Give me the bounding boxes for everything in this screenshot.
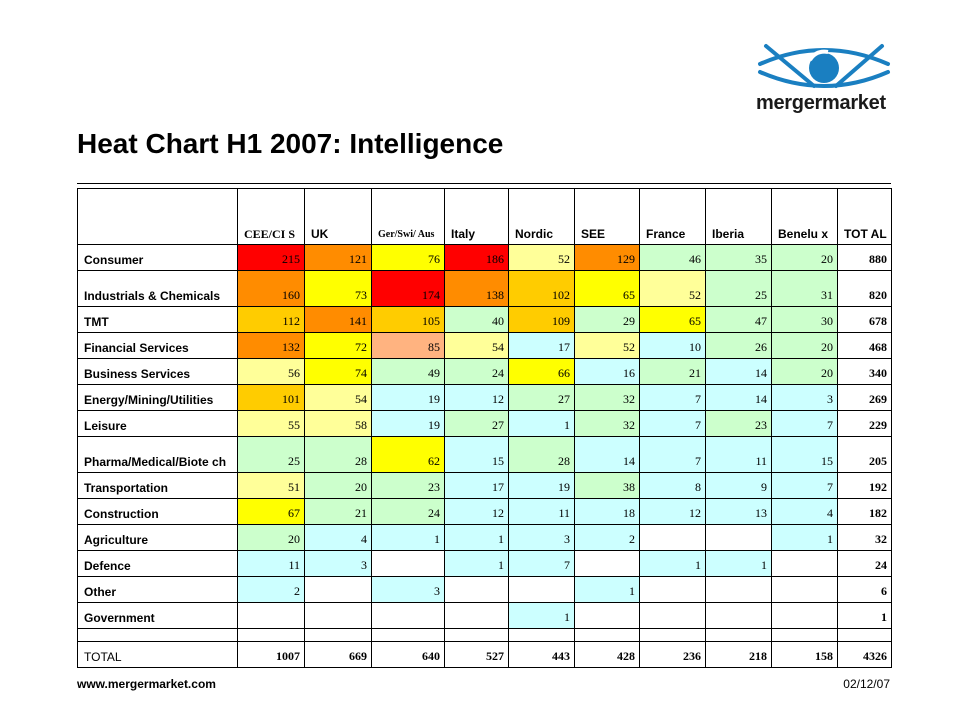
column-header: CEE/CI S <box>238 189 305 245</box>
heat-cell: 1 <box>640 551 706 577</box>
heat-cell: 85 <box>372 333 445 359</box>
table-row <box>78 385 892 411</box>
grand-total-cell: 4326 <box>838 642 892 668</box>
heat-cell: 7 <box>640 411 706 437</box>
heat-cell: 4 <box>772 499 838 525</box>
heat-cell: 24 <box>372 499 445 525</box>
column-total-cell: 158 <box>772 642 838 668</box>
row-label: Leisure <box>78 411 238 437</box>
row-total-cell: 24 <box>838 551 892 577</box>
heat-cell: 19 <box>372 385 445 411</box>
heat-cell: 29 <box>575 307 640 333</box>
heat-cell: 3 <box>509 525 575 551</box>
heat-cell: 132 <box>238 333 305 359</box>
heat-cell <box>445 577 509 603</box>
column-header: UK <box>305 189 372 245</box>
row-total-cell: 468 <box>838 333 892 359</box>
heat-cell: 54 <box>305 385 372 411</box>
heat-cell <box>575 551 640 577</box>
heat-cell: 31 <box>772 271 838 307</box>
column-header: Nordic <box>509 189 575 245</box>
column-total-cell: 236 <box>640 642 706 668</box>
row-total-cell: 192 <box>838 473 892 499</box>
heat-cell <box>305 603 372 629</box>
row-total-cell: 340 <box>838 359 892 385</box>
heat-cell: 35 <box>706 245 772 271</box>
row-total-cell: 32 <box>838 525 892 551</box>
heat-cell: 32 <box>575 411 640 437</box>
heat-cell: 12 <box>640 499 706 525</box>
heat-cell: 17 <box>509 333 575 359</box>
row-label: Consumer <box>78 245 238 271</box>
row-total-cell: 820 <box>838 271 892 307</box>
heat-cell: 74 <box>305 359 372 385</box>
heat-cell: 28 <box>509 437 575 473</box>
heat-cell: 11 <box>509 499 575 525</box>
heat-cell <box>305 577 372 603</box>
table-row <box>78 307 892 333</box>
column-total-cell: 640 <box>372 642 445 668</box>
heat-cell: 7 <box>772 473 838 499</box>
table-row <box>78 603 892 629</box>
column-header: SEE <box>575 189 640 245</box>
heat-cell: 14 <box>706 359 772 385</box>
heat-cell: 109 <box>509 307 575 333</box>
table-row <box>78 473 892 499</box>
heat-cell: 1 <box>372 525 445 551</box>
heat-cell: 32 <box>575 385 640 411</box>
heat-cell: 8 <box>640 473 706 499</box>
heat-cell: 9 <box>706 473 772 499</box>
total-row <box>78 642 892 668</box>
spacer-cell <box>445 629 509 642</box>
heat-cell: 12 <box>445 385 509 411</box>
table-row <box>78 525 892 551</box>
heat-cell: 3 <box>772 385 838 411</box>
title-divider <box>77 183 891 184</box>
table-row <box>78 551 892 577</box>
table-row <box>78 333 892 359</box>
row-label: TMT <box>78 307 238 333</box>
heat-cell: 27 <box>509 385 575 411</box>
heat-cell: 30 <box>772 307 838 333</box>
row-total-cell: 678 <box>838 307 892 333</box>
heat-cell <box>640 525 706 551</box>
heat-cell: 19 <box>509 473 575 499</box>
column-header: Benelu x <box>772 189 838 245</box>
heat-cell <box>509 577 575 603</box>
column-total-cell: 218 <box>706 642 772 668</box>
heat-cell: 14 <box>575 437 640 473</box>
heat-cell <box>640 577 706 603</box>
column-header: Italy <box>445 189 509 245</box>
column-total-cell: 527 <box>445 642 509 668</box>
heat-cell: 20 <box>238 525 305 551</box>
column-header: France <box>640 189 706 245</box>
spacer-cell <box>509 629 575 642</box>
heat-cell: 2 <box>238 577 305 603</box>
heat-cell: 13 <box>706 499 772 525</box>
heat-cell: 26 <box>706 333 772 359</box>
table-row <box>78 577 892 603</box>
heat-cell: 54 <box>445 333 509 359</box>
row-label: Other <box>78 577 238 603</box>
heat-cell: 20 <box>772 333 838 359</box>
heat-cell: 1 <box>575 577 640 603</box>
heat-cell: 67 <box>238 499 305 525</box>
heat-cell: 52 <box>509 245 575 271</box>
column-header: Iberia <box>706 189 772 245</box>
heat-cell: 23 <box>706 411 772 437</box>
heat-cell: 3 <box>372 577 445 603</box>
heat-cell <box>640 603 706 629</box>
heat-cell: 66 <box>509 359 575 385</box>
row-total-cell: 182 <box>838 499 892 525</box>
heat-cell: 49 <box>372 359 445 385</box>
row-total-cell: 880 <box>838 245 892 271</box>
heat-cell: 174 <box>372 271 445 307</box>
row-label: Pharma/Medical/Biote ch <box>78 437 238 473</box>
heat-cell: 186 <box>445 245 509 271</box>
heat-cell: 112 <box>238 307 305 333</box>
column-total-cell: 428 <box>575 642 640 668</box>
heat-cell: 20 <box>305 473 372 499</box>
heat-cell: 11 <box>238 551 305 577</box>
heat-cell: 215 <box>238 245 305 271</box>
row-label: Transportation <box>78 473 238 499</box>
heat-cell <box>445 603 509 629</box>
heat-cell: 25 <box>238 437 305 473</box>
table-row <box>78 245 892 271</box>
spacer-cell <box>640 629 706 642</box>
heat-cell: 18 <box>575 499 640 525</box>
heat-cell: 105 <box>372 307 445 333</box>
spacer-cell <box>238 629 305 642</box>
heat-cell: 1 <box>445 551 509 577</box>
header-row <box>78 189 892 245</box>
table-row <box>78 359 892 385</box>
table-row <box>78 271 892 307</box>
heat-cell: 1 <box>445 525 509 551</box>
heat-cell: 102 <box>509 271 575 307</box>
heat-cell: 12 <box>445 499 509 525</box>
row-label: Industrials & Chemicals <box>78 271 238 307</box>
heat-cell: 129 <box>575 245 640 271</box>
heat-cell: 56 <box>238 359 305 385</box>
heat-cell: 2 <box>575 525 640 551</box>
spacer-cell <box>78 629 238 642</box>
row-total-cell: 205 <box>838 437 892 473</box>
heat-cell: 3 <box>305 551 372 577</box>
heat-cell: 51 <box>238 473 305 499</box>
table-row <box>78 499 892 525</box>
page-title: Heat Chart H1 2007: Intelligence <box>77 128 504 159</box>
row-label: Construction <box>78 499 238 525</box>
row-label: Defence <box>78 551 238 577</box>
row-total-cell: 6 <box>838 577 892 603</box>
heat-cell: 160 <box>238 271 305 307</box>
heat-cell <box>772 603 838 629</box>
heat-cell: 24 <box>445 359 509 385</box>
spacer-cell <box>575 629 640 642</box>
heat-cell <box>238 603 305 629</box>
heat-cell: 25 <box>706 271 772 307</box>
heat-cell <box>772 551 838 577</box>
heat-cell <box>372 551 445 577</box>
heat-cell: 1 <box>509 411 575 437</box>
heat-cell: 20 <box>772 245 838 271</box>
heat-cell: 15 <box>772 437 838 473</box>
heat-cell: 11 <box>706 437 772 473</box>
row-label: Agriculture <box>78 525 238 551</box>
heat-cell: 52 <box>640 271 706 307</box>
heat-cell: 10 <box>640 333 706 359</box>
heat-cell: 14 <box>706 385 772 411</box>
heat-cell: 52 <box>575 333 640 359</box>
column-header: Ger/Swi/ Aus <box>372 189 445 245</box>
heat-cell: 47 <box>706 307 772 333</box>
heat-cell: 19 <box>372 411 445 437</box>
column-header: TOT AL <box>838 189 892 245</box>
footer-date: 02/12/07 <box>843 677 890 691</box>
spacer-cell <box>706 629 772 642</box>
column-total-cell: 1007 <box>238 642 305 668</box>
heat-cell: 21 <box>640 359 706 385</box>
row-label: Energy/Mining/Utilities <box>78 385 238 411</box>
heat-cell <box>372 603 445 629</box>
spacer-cell <box>305 629 372 642</box>
heat-cell: 7 <box>640 437 706 473</box>
row-total-cell: 1 <box>838 603 892 629</box>
heat-cell: 40 <box>445 307 509 333</box>
heat-cell: 138 <box>445 271 509 307</box>
heat-cell: 7 <box>772 411 838 437</box>
heat-cell: 73 <box>305 271 372 307</box>
heat-cell: 17 <box>445 473 509 499</box>
heat-cell: 4 <box>305 525 372 551</box>
heat-cell <box>772 577 838 603</box>
row-label: Business Services <box>78 359 238 385</box>
heat-cell <box>706 525 772 551</box>
header-corner <box>78 189 238 245</box>
heat-cell: 65 <box>640 307 706 333</box>
footer-url[interactable]: www.mergermarket.com <box>77 677 216 691</box>
heat-cell: 1 <box>772 525 838 551</box>
heat-cell: 21 <box>305 499 372 525</box>
logo-wordmark: mergermarket <box>756 92 886 114</box>
heat-cell: 141 <box>305 307 372 333</box>
column-total-cell: 669 <box>305 642 372 668</box>
heat-cell <box>575 603 640 629</box>
heat-cell: 28 <box>305 437 372 473</box>
row-total-cell: 229 <box>838 411 892 437</box>
heat-cell: 7 <box>640 385 706 411</box>
spacer-cell <box>372 629 445 642</box>
heat-cell <box>706 603 772 629</box>
row-label: Government <box>78 603 238 629</box>
spacer-row <box>78 629 892 642</box>
heat-cell: 16 <box>575 359 640 385</box>
heat-cell: 62 <box>372 437 445 473</box>
heat-cell: 15 <box>445 437 509 473</box>
heat-cell: 23 <box>372 473 445 499</box>
heat-cell: 121 <box>305 245 372 271</box>
heat-cell: 65 <box>575 271 640 307</box>
heat-cell: 72 <box>305 333 372 359</box>
total-row-label: TOTAL <box>78 642 238 668</box>
heat-cell <box>706 577 772 603</box>
heat-cell: 46 <box>640 245 706 271</box>
heat-cell: 7 <box>509 551 575 577</box>
heat-cell: 20 <box>772 359 838 385</box>
spacer-cell <box>772 629 838 642</box>
heat-cell: 76 <box>372 245 445 271</box>
row-total-cell: 269 <box>838 385 892 411</box>
table-row <box>78 411 892 437</box>
heat-cell: 55 <box>238 411 305 437</box>
heat-cell: 58 <box>305 411 372 437</box>
spacer-cell <box>838 629 892 642</box>
table-row <box>78 437 892 473</box>
row-label: Financial Services <box>78 333 238 359</box>
heat-cell: 1 <box>509 603 575 629</box>
heat-cell: 1 <box>706 551 772 577</box>
heat-cell: 38 <box>575 473 640 499</box>
heat-cell: 101 <box>238 385 305 411</box>
heat-cell: 27 <box>445 411 509 437</box>
column-total-cell: 443 <box>509 642 575 668</box>
heat-chart-table <box>77 188 892 668</box>
